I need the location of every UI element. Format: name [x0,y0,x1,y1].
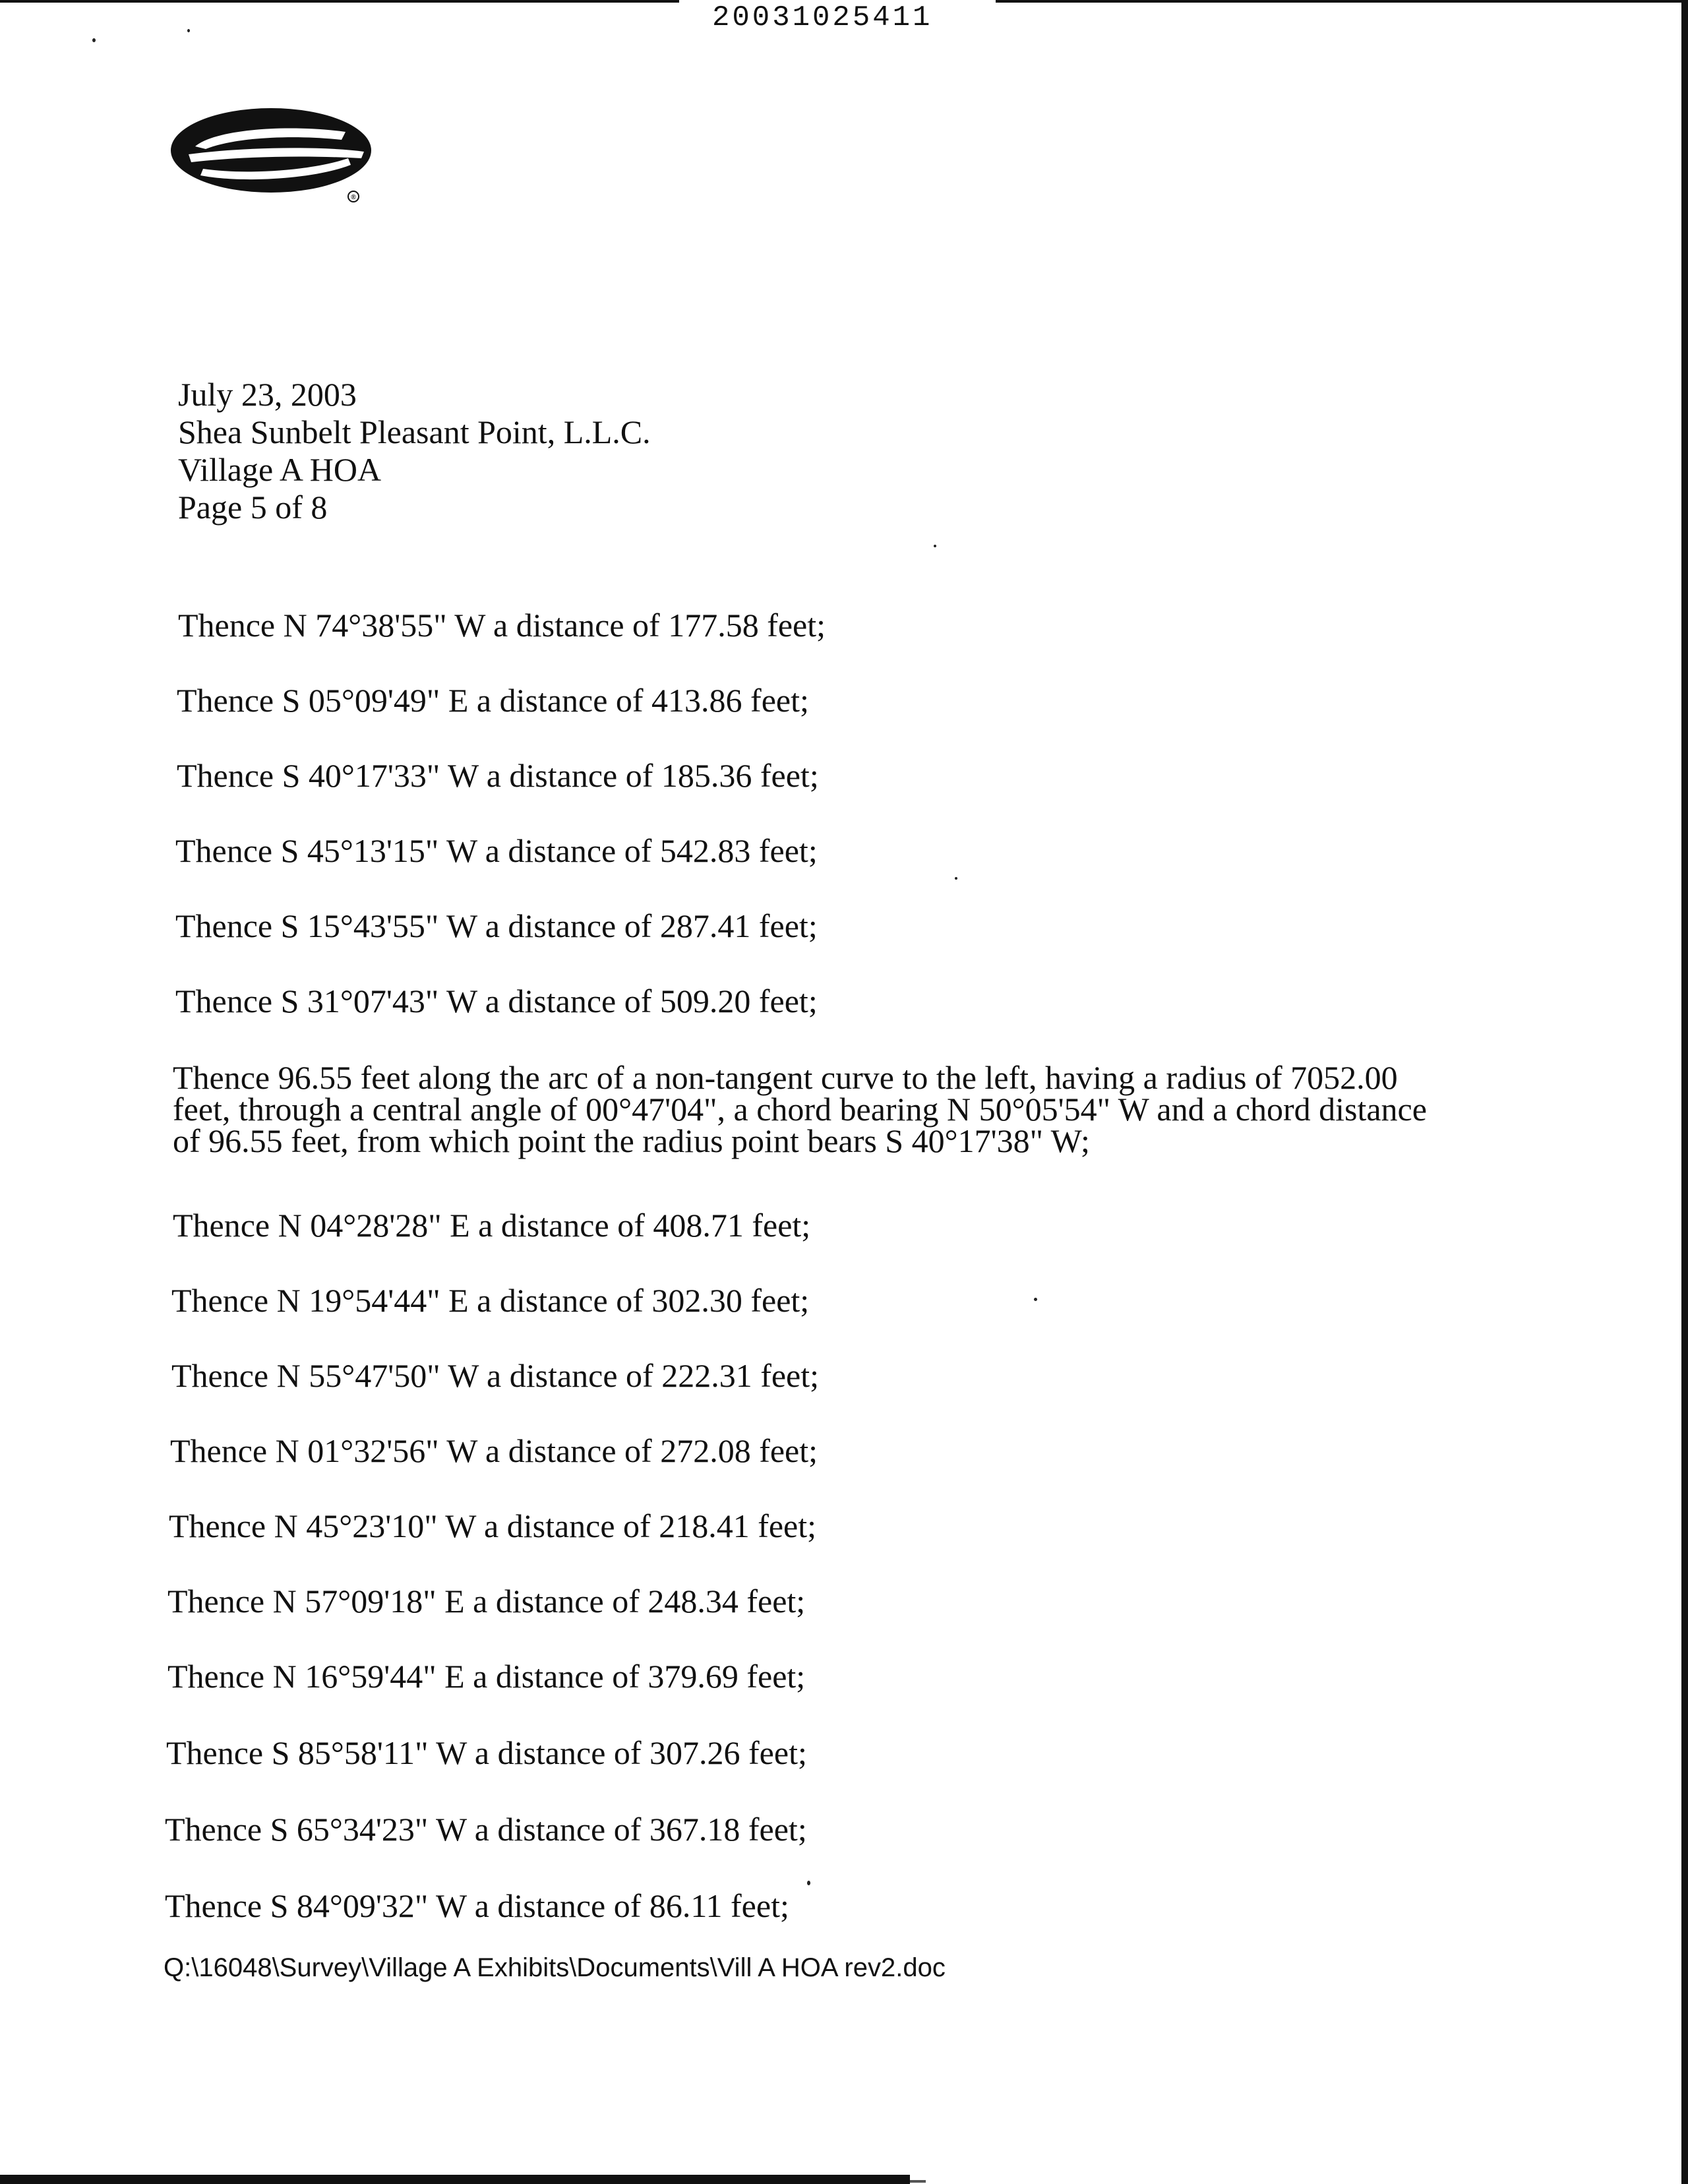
course-line: Thence N 04°28'28" E a distance of 408.71 feet; [173,1207,811,1244]
scan-speck [187,29,190,32]
course-line: Thence S 84°09'32" W a distance of 86.11 feet; [165,1887,789,1924]
scan-border-bottom-tail [910,2180,926,2183]
course-line: Thence N 01°32'56" W a distance of 272.08 feet; [170,1432,818,1469]
course-line: Thence S 15°43'55" W a distance of 287.41 feet; [175,907,818,944]
scan-speck [1034,1298,1037,1301]
project-name: Village A HOA [178,451,382,488]
letter-date: July 23, 2003 [178,376,357,413]
scan-speck [934,545,936,547]
course-line: Thence S 65°34'23" W a distance of 367.18 feet; [165,1811,807,1848]
course-line: Thence S 05°09'49" E a distance of 413.86 feet; [177,682,809,719]
course-line: Thence S 31°07'43" W a distance of 509.20 feet; [175,983,818,1019]
course-line: Thence S 85°58'11" W a distance of 307.26 feet; [166,1734,807,1771]
scan-border-top-right [996,0,1688,3]
letter-header [178,376,651,526]
course-line: Thence N 45°23'10" W a distance of 218.41 feet; [169,1507,817,1544]
trademark-symbol: ® [351,194,356,201]
footer-file-path: Q:\16048\Survey\Village A Exhibits\Documents\Vill A HOA rev2.doc [164,1953,946,1982]
scan-speck [955,877,957,880]
scan-speck [807,1881,810,1885]
company-name: Shea Sunbelt Pleasant Point, L.L.C. [178,413,651,450]
scan-speck [92,38,96,42]
scan-border-top-left [0,0,679,3]
scan-border-bottom [0,2175,910,2184]
course-line: Thence N 74°38'55" W a distance of 177.58 feet; [178,607,826,644]
page-indicator: Page 5 of 8 [178,489,328,526]
course-line: Thence N 55°47'50" W a distance of 222.31 feet; [171,1357,820,1394]
course-line: Thence S 40°17'33" W a distance of 185.36 feet; [177,757,819,794]
curve-paragraph-line: Thence 96.55 feet along the arc of a non-tangent curve to the left, having a radius of 7052.00 [173,1059,1398,1096]
course-line: Thence N 19°54'44" E a distance of 302.30 feet; [171,1282,810,1319]
curve-paragraph-line: of 96.55 feet, from which point the radius point bears S 40°17'38" W; [173,1122,1090,1159]
curve-paragraph-line: feet, through a central angle of 00°47'04", a chord bearing N 50°05'54" W and a chord distance [173,1091,1427,1128]
document-number: 20031025411 [712,1,933,34]
course-line: Thence N 16°59'44" E a distance of 379.69 feet; [167,1658,806,1695]
curve-paragraph [173,1059,1459,1159]
course-line: Thence N 57°09'18" E a distance of 248.34 feet; [167,1583,806,1620]
shea-s-logo-icon [169,106,386,204]
course-line: Thence S 45°13'15" W a distance of 542.83 feet; [175,832,818,869]
scan-border-right [1681,0,1688,2184]
